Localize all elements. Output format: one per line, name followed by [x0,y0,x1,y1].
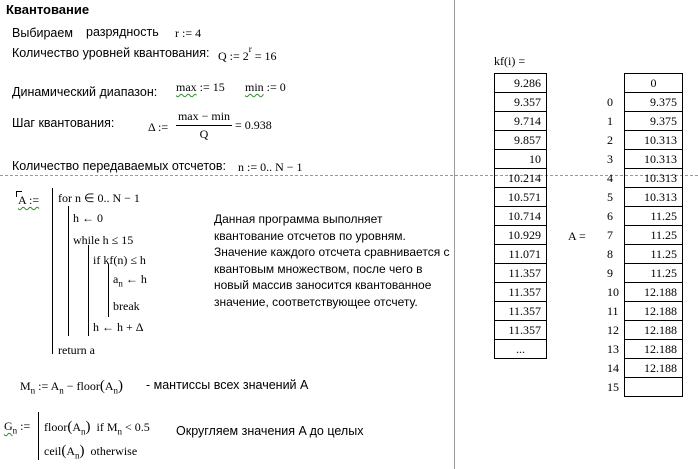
program-line-for[interactable]: for n ∈ 0.. N − 1 [58,191,140,205]
kf-table-cell[interactable]: 10.571 [495,188,547,207]
kf-table-cell[interactable]: 11.357 [495,302,547,321]
kf-table-row [495,207,547,226]
A-table-row [593,378,683,397]
kf-table-row [495,188,547,207]
A-table-row-index: 7 [607,227,613,242]
kf-table-cell[interactable]: 10.714 [495,207,547,226]
A-table-cell[interactable]: 11.25 [625,207,683,226]
fraction-bar [176,125,232,126]
worksheet-title: Квантование [6,2,90,17]
A-table-cell[interactable]: 12.188 [625,321,683,340]
step-lhs[interactable]: Δ := [148,120,169,134]
kf-table-row [495,302,547,321]
rounding-bar [38,412,39,460]
A-table-row-index: 3 [607,151,613,166]
rounding-comment: Округляем значения A до целых [176,424,364,438]
kf-table-cell[interactable]: 11.357 [495,264,547,283]
mantissa-comment: - мантиссы всех значений A [146,378,309,392]
A-table-row [593,112,683,131]
kf-table-cell[interactable]: 9.714 [495,112,547,131]
kf-table-cell[interactable]: 9.286 [495,74,547,93]
A-table-row-index: 2 [607,132,613,147]
program-line-init[interactable]: h ← 0 [73,211,103,225]
step-numerator: max − min [177,109,231,123]
program-bar-if [108,264,109,317]
A-table-cell[interactable]: 9.375 [625,112,683,131]
A-table-row-index: 1 [607,113,613,128]
levels-expression[interactable]: Q := $2^r = 16$ [218,44,277,63]
kf-table-row [495,131,547,150]
A-table-cell[interactable]: 9.375 [625,93,683,112]
A-table-row-index: 9 [607,265,613,280]
mantissa-expression[interactable]: $M_n$ := $A_n$ − $floor(A_n)$ [20,378,124,396]
A-table-cell[interactable]: 12.188 [625,283,683,302]
step-denominator: Q [199,127,209,141]
A-table-row-index: 5 [607,189,613,204]
A-table-row [593,188,683,207]
kf-table-row [495,321,547,340]
A-table-row-index: 10 [607,284,619,299]
A-table-row [593,283,683,302]
A-table-cell[interactable]: 12.188 [625,340,683,359]
region-border [454,0,455,469]
bits-label-2: разрядность [86,25,159,39]
kf-table-row [495,226,547,245]
A-table-row [593,207,683,226]
program-bar-for [68,206,69,336]
kf-table-row [495,74,547,93]
A-table-row [593,245,683,264]
kf-table[interactable] [494,73,547,359]
A-table-corner [593,74,625,93]
count-label: Количество передаваемых отсчетов: [12,159,226,173]
A-table-row [593,359,683,378]
A-table-row [593,169,683,188]
program-line-if[interactable]: if kf(n) ≤ h [93,253,146,267]
program-lhs[interactable]: A := [18,193,40,207]
A-table-cell[interactable]: 10.313 [625,169,683,188]
A-table-row-index: 11 [607,303,619,318]
kf-table-cell[interactable]: 11.357 [495,283,547,302]
program-bar-outer [52,188,53,354]
kf-table-row [495,169,547,188]
kf-table-cell[interactable]: 9.357 [495,93,547,112]
A-table-label: A = [568,229,586,243]
A-table-row [593,226,683,245]
kf-table-row [495,150,547,169]
kf-table-row [495,283,547,302]
A-table-cell[interactable] [625,378,683,397]
A-table-cell[interactable]: 11.25 [625,245,683,264]
rounding-lhs[interactable]: $G_n$ := [4,419,31,436]
A-table-row [593,150,683,169]
A-table-row [593,131,683,150]
min-expression[interactable]: min := 0 [245,80,286,94]
max-expression[interactable]: max := 15 [176,80,225,94]
kf-table-row [495,93,547,112]
A-table-row-index: 12 [607,322,619,337]
A-table[interactable] [593,73,683,397]
bits-label-1: Выбираем [12,26,73,40]
A-table-header-row [593,74,683,93]
A-table-row [593,93,683,112]
levels-label: Количество уровней квантования: [12,46,210,60]
A-table-cell[interactable]: 10.313 [625,188,683,207]
A-table-row-index: 0 [607,94,613,109]
program-bar-while [88,245,89,336]
program-line-return[interactable]: return a [58,343,95,357]
A-table-row [593,264,683,283]
rounding-case-ceil[interactable]: $ceil(A_n)$ otherwise [44,443,138,461]
A-table-row-index: 14 [607,360,619,375]
A-table-cell[interactable]: 11.25 [625,264,683,283]
program-description: Данная программа выполняет квантование отсчетов по уровням. Значение каждого отсчета сравнивается с квантовым множеством, после чего в новый массив заносится квантованное значение, соответствующее отсчету. [214,212,450,309]
cursor-marker [16,191,22,197]
kf-table-cell[interactable]: 9.857 [495,131,547,150]
A-table-cell[interactable]: 12.188 [625,359,683,378]
A-table-column-header: 0 [625,74,683,93]
A-table-row [593,321,683,340]
A-table-row-index: 15 [607,379,619,394]
kf-table-cell[interactable]: 11.357 [495,321,547,340]
program-line-break[interactable]: break [113,299,140,313]
A-table-cell[interactable]: 10.313 [625,131,683,150]
range-label: Динамический диапазон: [12,85,158,99]
A-table-row-index: 4 [607,170,613,185]
kf-table-row [495,112,547,131]
count-expression[interactable]: n := 0.. N − 1 [238,160,303,174]
A-table-cell[interactable]: 10.313 [625,150,683,169]
kf-table-cell[interactable]: 10 [495,150,547,169]
program-line-increment[interactable]: h ← h + Δ [93,320,144,334]
kf-table-row [495,264,547,283]
kf-table-cell[interactable]: 10.929 [495,226,547,245]
program-line-while[interactable]: while h ≤ 15 [73,233,134,247]
A-table-row-index: 6 [607,208,613,223]
step-label: Шаг квантования: [12,116,115,130]
rounding-case-floor[interactable]: $floor(A_n)$ if $M_n < 0.5$ [44,419,150,437]
step-result: = 0.938 [235,118,272,132]
kf-table-row [495,340,547,359]
A-table-cell[interactable]: 11.25 [625,226,683,245]
kf-table-label: kf(i) = [494,54,526,68]
kf-table-cell[interactable]: ... [495,340,547,359]
kf-table-cell[interactable]: 11.071 [495,245,547,264]
bits-expression[interactable]: r := 4 [175,26,202,40]
kf-table-row [495,245,547,264]
A-table-cell[interactable]: 12.188 [625,302,683,321]
A-table-row-index: 13 [607,341,619,356]
A-table-row-index: 8 [607,246,613,261]
program-line-assign[interactable]: $a_n$ ← h [113,272,147,289]
kf-table-cell[interactable]: 10.214 [495,169,547,188]
A-table-row [593,302,683,321]
A-table-row [593,340,683,359]
